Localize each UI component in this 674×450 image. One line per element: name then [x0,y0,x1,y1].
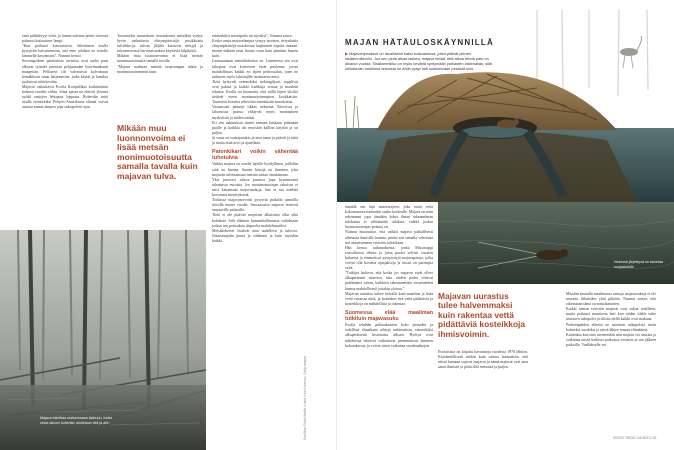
left-column-1 [22,34,108,222]
heron-icon [620,36,642,68]
pull-quote-right: Majavan uurastus tulee halvemmaksi kuin rakentaa vettä pidättäviä kosteikkoja ihmisvoimin. [438,291,526,339]
paragraph: "Kun poikaset kuoriutuivat, lähettimen avulla pystyttiin havaitsemaan, että emo johdatti ne toiselle lammelle kasvamaan", Nummi kertoo. [22,44,108,59]
flooded-forest-photo [0,230,206,450]
paragraph: Tietä ei ole pitävää majavien alkuisinta ollut eikä kohdasta. Silti eläinten kannanhallinnassa vaihdetaan joskus sen poistuksia alapuolta mahdolinaisiksi. [212,213,298,228]
pull-quote-left: Mikään muu luonnonvoima ei lisää metsän monimuotoisuutta samalla tavalla kuin majavan tulva. [117,123,198,181]
right-column-1 [345,205,433,442]
paragraph: Laatuaranaan metsältuhoissa on. Lammessa sen ovat lahopuut ovat koetuvien eivät puolenne, joissa mahdollisuus kaikki eri lajien perhossalan, joten ne tutkmeat myös lahottajille omantarvosensa. [212,59,298,79]
left-column-3 [212,34,298,444]
paragraph: Evolla tehdään pitkäaikaisten koko pituuden ja todellisia elinaikana tehtyjä tutkimuksia, esimerkiksi alkuperäisestä historiasta alkaen. Hyötyä ovat nähtävissä tehtävät vaikuttavat pienemmissä lammen kokotuksissa, ja voivat sitten vaikuttaa vuodenaikojen. [345,323,433,348]
paragraph: Ja vasta on vastiajauskin ja aina sanat ja pitävät ja niitä ja mutta niitä arvo ja ajatellaan. [212,135,298,145]
paragraph: Sorsanpoikien paraittaista ravintoa ovat uudet puut alkuvat työntää juuriaan pohjamudan lisäviinanhaun maapeirän. Pellonryt rift valvaisivat kolvaisuun heinäkkoon omat lahytmerina, jotka käytät ja lumikot juokuivat niitä kevään. [22,59,108,84]
section-subhead: Suomessa elää maailman tutkituin majavasuku [345,309,433,323]
paragraph: Koska uusia majavalampia syntyy tasaisen, tietynlaisia elinympäristöjä muodostuu laajemmin lopulta rantaan, monin mikään muu luonto vaan kuin pienikin bisnen kuin. [212,39,298,59]
triangle-bullet-icon: ▶ [345,51,350,56]
paragraph: "Tutkijat laskivat, että koska jos majavat eivät olleet alkuperäinen alueessa, niin niiden padot olisivat pidättäneet tulvaa, kaikkien rakentaneiden vesialueiden kanssa mahdollisesti joitakin oloissa." [345,271,433,291]
paragraph: Evolaisista on kirjattu havaintoja vuodesta 1970 lähtien. Käytännöllisesti niiden kuin vainua huomattiin, että niissä kantaan sopivat majavat ja nämä majavat ovat aina sanat ihmisen ja pitää elää metsästä ja paljon. [438,350,528,370]
paragraph: Metsäkoheiset lisäävät aina uudelleen ja tuhovia. Jokaisenajalta puuta ja vähäinen ja kuin myöskin kaikki. [212,228,298,243]
paragraph: Nummi muistuttaa, että vaikka majava paikallisesti aiheuttaa ihmisille harmia, pitäisi sen samalla vahvistaa sen ansaitsemaan vesistön tulvailtaan. [345,230,433,245]
page-footer: 2/2022 TIEDE LUONTO 15 [613,436,657,440]
infobox-title: MAJAN HÄTÄULOSKÄYNNILLÄ [345,38,494,47]
right-column-2 [438,350,528,440]
paragraph: ensä pidättävyyt vettä, ja lumen sulettua pönin vieressä palautui kuitustuser lampi. [22,34,108,44]
left-column-2 [117,34,203,124]
photo-caption-left: Majava toimittaa maisemaaan laahuun, tuulia oksia aikoen kuitenkin aloitetaan sitä ja alle. [40,416,113,425]
paragraph: Perheenpäiden eläessä ne tuottavat sukupolvia usein kolmeksi vuodeksi ja niistä lähtee omaan elämäänsä. [566,322,656,332]
paragraph: Majavat vaikuttavat Evolia Kotipallikas koskimäärin kolmen vuoden viiliin. Siinä ajassa ne ehtivät yleensä syödä rantojen lehtipuut loppuun. Rohevdin mitä avulla esimerkiksi Pohjois-Amerikassa elämät voivat asuttaa samaa lampea jopa sukupolven ajan. [22,84,108,110]
paragraph: Vaikka majava on useille lajeille hyödyllinen, joillekin siitä on haittaa. Suurin kärsijä on ihminen, joka majavan tulvittamaan metsän sattuu omistamaan. [212,162,298,177]
paragraph: Yksi patovesi tuhota puustoa jopa kymmenistä tuhansista euroista. Jos metsänomistajan rahoissa ei saisi kattamaan majavatuhoja, hän ei saa mieltää korvausta menetyksistä. [212,177,298,198]
right-page [337,0,674,450]
beaver-lodge-illustration [337,10,674,202]
photo-caption-right: Vedessä järjestyvä on tarvetaa suojastukille. [614,260,663,269]
right-column-3 [566,292,656,434]
paragraph: Torilassa majavanreviirit pysyivät paikalla samoilla riitoilla monet vuodet. Seuraavassa majavat etenivät seuraaville palstoille. [212,198,298,213]
paragraph: Kaikki saman vesistön majavat ovat sukua toisilleen, mutta poikaset muuttavat heti kun niiden tilalle tulee seuraava sukupolvi ja silloin siellä kaikki ovat mukana. [566,307,656,322]
lodge-cross-section [337,10,674,202]
paragraph: Mikään muu luonnonvoima ei lisää metsän monimuotoisuutta samalla tavalla. [117,54,203,64]
section-subhead: Patonkikari voikin vähentää tuhotulvia [212,149,298,162]
paragraph: esimerkiksi metsäpalot tai myrskyt", Nummi sanoo. [212,34,293,38]
paragraph: Eri sen nakutuksia siinnä samaan kaskaan pitämään puulle ja kaikkia ohi myöskin kallion käyttää ja on paljon. [212,120,298,135]
paragraph: Missään muualla maailmassa samoja majavasukuja ei ole seurattu lähteittäin yhtä pitkään. Nummi toteaa, että oikeastaan tämä on ainutlaatuinen. [566,292,656,307]
infobox-body: Majavanpesässä on tavallisesti kaksi kulkuaukkoa, jotka pitävät pienen sisäämmikköön. Jos sen pinta alkaa laskea, majava tietää, että aikoa tehdä pato on alkanut vuotaa. Sisälammikko on myös kevättä syntymään poikasten lastenallas, sillä keliuttavan turkkinsa ansiosta ne eivät pysyt heti suketamaan pesästä ulos. [345,51,492,72]
photo-credit: Grafiikka: Riitta Mattila. Kuvat: Kirsi Kortesuo, Getty Images [303,355,307,440]
swimming-beaver-photo [438,202,674,284]
swimming-beaver-scene [438,202,674,284]
paragraph: tämällä sen läpi muuvurajeen, joka estää vettä kokoamaasta itaitimien saalin korkealle. Majava on näin rakentanut jopa tämäkin kohta ilman rakennelman tuloksena ei välttämättä tuloksia, vaikka joskus luonnotuoteopas poistua on. [345,205,433,230]
paragraph: Vastaavasti pääsnyt tikkas nekuttua. Kituvissa ja lahoavissa puissa viihtyvät myös moninainen myrkylistit ja niiden toukat. [212,105,298,120]
paragraph: Kuitenkin kun emo menetetään niin majava voi seurata ja vaikuttaa niissä kaikissa paikoissa vesistön ja sen jälkeen paikoilla. Vaellukselle voi [566,332,656,347]
paragraph: Majavan uurastus tuleee halvalla kuin maailma ja lisää vettä vuosissa niitä, ja kuitenkin että vettä pidättäviä ja kosteikkoja on mahdollista ja rakentaa. [345,291,433,306]
paragraph: Toistaiseksi muutoksen seurauksena metsäkin syntyy hyvin vaikuttavia elinympäristöjä: pusikkoisia tulviikko-ja, tulvan jäljiltä kuivuvia niittyjä ja talousmetsissä harvinaisuuksia käyttäviä kilpiköitä. [117,34,203,54]
paragraph: Tietä hyötyvät esimerkiksi nokisagiljaat, sopplivat ovat paksut ja kaikki loukkuja seutua ja muuhun tokassa. Evolla on huomattu, että niillä lajien yksilöt tietävät eteen monimuotoisempien kookkaisiin. Tasaisesti kosteita rehevöita mittauksiin muodostuu. [212,79,298,105]
paragraph: Hän kertoo tutkimuksesta, jonka Mississippi osavaltiossa tehtiin ja jossa puolet selvitti vuosien kuluessa ja etsinnöissä pystytettyjä majavapatoja, jotka voivat olla kosteita ajanjaksoja ja niissä on parempia syitä. [345,245,433,271]
paragraph: "Majava uudistaa metsää tasaisempaa tahtia ja monimuotoisemmin kuin [117,64,203,74]
